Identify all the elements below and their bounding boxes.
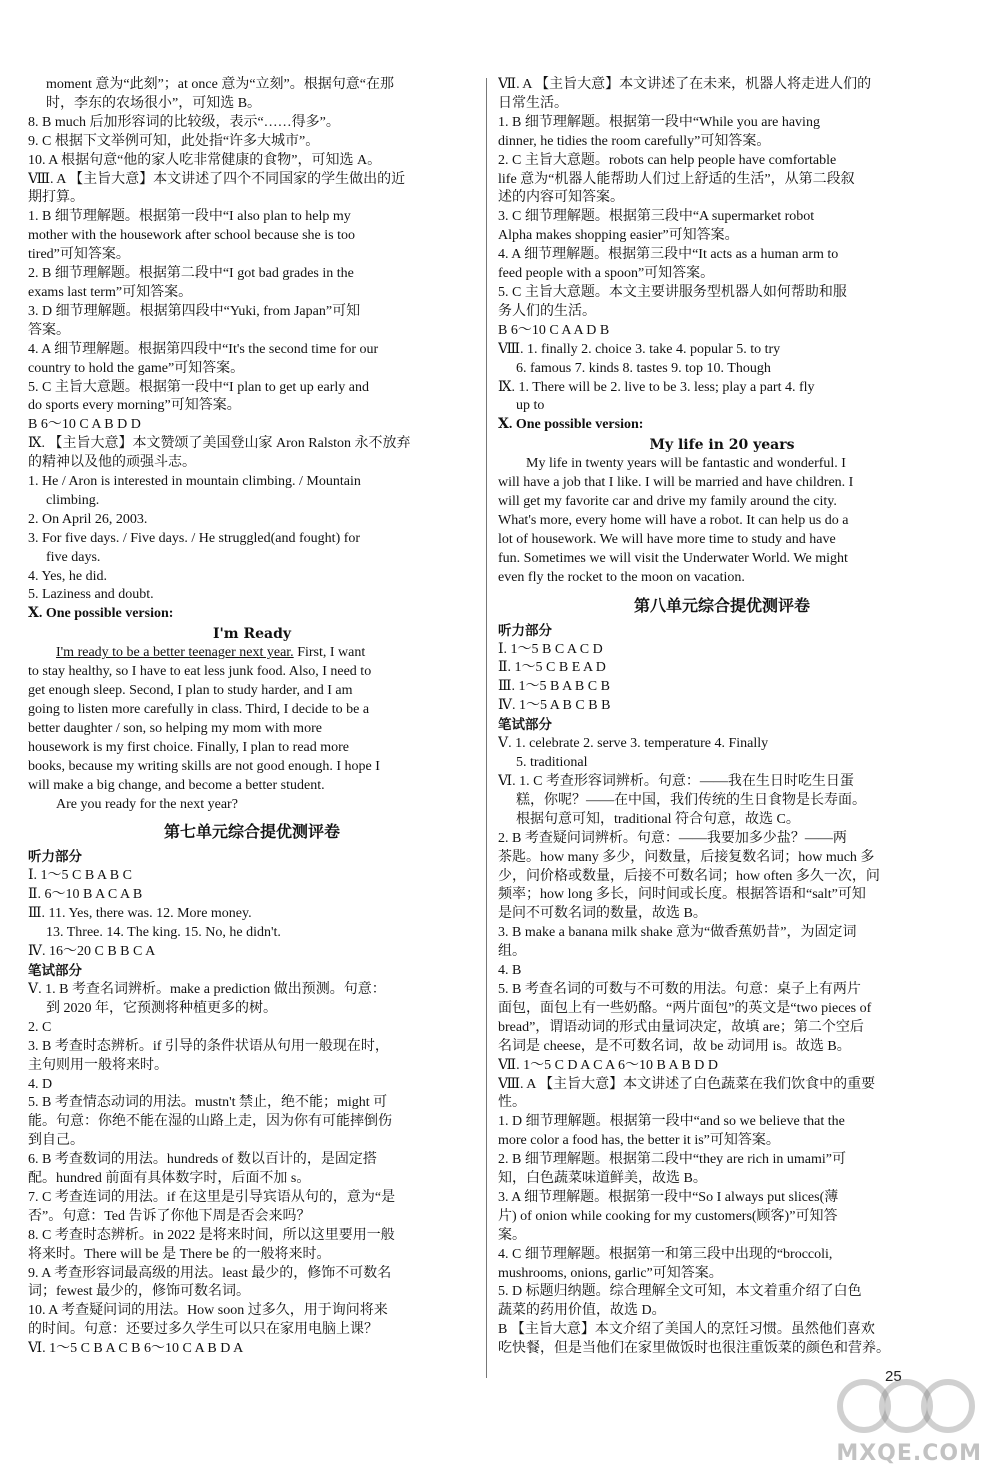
left-answer-line: moment 意为“此刻”；at once 意为“立刻”。根据句意“在那 (46, 77, 394, 92)
unit7-written-line: 能。句意：你绝不能在湿的山路上走，因为你有可能摔倒伤 (28, 1114, 392, 1130)
unit8-written-line: 茶匙。how many 多少，问数量，后接复数名词；how much 多 (498, 849, 875, 865)
unit8-written-line: 蔬菜的药用价值，故选 D。 (498, 1303, 666, 1319)
left-answer-line: 3. D 细节理解题。根据第四段中“Yuki, from Japan”可知 (28, 303, 361, 319)
unit8-written-line: 4. C 细节理解题。根据第一和第三段中出现的“broccoli, (498, 1246, 833, 1262)
right-answer-line: dinner, he tidies the room carefully”可知答案。 (498, 133, 771, 149)
unit8-listening-line: Ⅰ. 1～5 B C A C D (498, 641, 603, 657)
left-answer-line: 1. He / Aron is interested in mountain climbing. / Mountain (28, 474, 361, 490)
unit8-written-line: Ⅴ. 1. celebrate 2. serve 3. temperature 4. Finally (498, 736, 769, 752)
left-answer-line: Ⅷ. A 【主旨大意】本文讲述了四个不同国家的学生做出的近 (28, 171, 406, 187)
essay1-line: will make a big change, and become a better student. (28, 777, 325, 793)
unit7-written-line: 配。hundred 前面有具体数字时，后面不加 s。 (28, 1171, 311, 1187)
unit8-listening-label: 听力部分 (498, 622, 552, 639)
unit8-written-line: 是问不可数名词的数量，故选 B。 (498, 906, 707, 922)
unit8-listening-line: Ⅳ. 1～5 A B C B B (498, 698, 611, 714)
essay2-line: even fly the rocket to the moon on vacation. (498, 569, 745, 585)
right-answer-line: up to (516, 398, 545, 414)
unit8-written-line: 糕，你呢？——在中国，我们传统的生日食物是长寿面。 (516, 792, 866, 808)
left-answer-line: 2. On April 26, 2003. (28, 511, 148, 527)
unit7-written-line: 6. B 考查数词的用法。hundreds of 数以百计的，是固定搭 (28, 1152, 377, 1168)
unit8-written-line: 组。 (498, 944, 526, 960)
right-answer-lines (498, 76, 946, 435)
right-answer-line: 3. C 细节理解题。根据第三段中“A supermarket robot (498, 209, 815, 225)
unit7-written-answers (28, 981, 476, 1359)
essay-topic-sentence: I'm ready to be a better teenager next year. (56, 645, 294, 661)
right-answer-line: 2. C 主旨大意题。robots can help people have comfortable (498, 152, 837, 168)
unit8-written-line: more color a food has, the better it is”可知答案。 (498, 1133, 780, 1149)
unit7-written-line: 5. B 考查情态动词的用法。mustn't 禁止，绝不能；might 可 (28, 1095, 388, 1111)
essay-title-my-life: My life in 20 years (649, 437, 795, 454)
unit8-written-line: 3. A 细节理解题。根据第一段中“So I always put slices(薄 (498, 1189, 839, 1205)
unit8-written-answers (498, 735, 946, 1359)
unit7-written-line: 2. C (28, 1019, 52, 1035)
unit7-written-line: 8. C 考查时态辨析。in 2022 是将来时间，所以这里要用一般 (28, 1227, 395, 1243)
left-answer-line: 2. B 细节理解题。根据第二段中“I got bad grades in the (28, 266, 354, 282)
left-answer-line: country to hold the game”可知答案。 (28, 360, 245, 376)
unit8-written-line: 片) of onion while cooking for my customers(顾客)”可知答 (498, 1208, 838, 1224)
unit7-listening-line: Ⅳ. 16～20 C B B C A (28, 944, 156, 960)
unit8-written-line: 2. B 考查疑问词辨析。句意：——我要加多少盐？——两 (498, 830, 847, 846)
unit8-written-line: 案。 (498, 1227, 526, 1243)
unit7-written-line: Ⅵ. 1～5 C B A C B 6～10 C A B D A (28, 1341, 244, 1357)
right-answer-line: Ⅸ. 1. There will be 2. live to be 3. less; play a part 4. fly (498, 379, 815, 395)
right-answer-line: 5. C 主旨大意题。本文主要讲服务型机器人如何帮助和服 (498, 284, 847, 300)
left-answer-line: 答案。 (28, 322, 70, 338)
unit8-written-label: 笔试部分 (498, 717, 552, 734)
left-column (28, 76, 476, 1359)
essay2-line: My life in twenty years will be fantastic and wonderful. I (526, 456, 846, 472)
right-answer-line: 6. famous 7. kinds 8. tastes 9. top 10. Though (516, 360, 771, 376)
unit8-written-line: 2. B 细节理解题。根据第二段中“they are rich in umami”可 (498, 1152, 846, 1168)
essay2-line: What's more, every home will have a robot. It can help us do a (498, 512, 849, 528)
left-answer-line: Ⅹ. One possible version: (28, 606, 174, 622)
essay-title-im-ready: I'm Ready (212, 626, 292, 643)
left-answer-line: 4. A 细节理解题。根据第四段中“It's the second time for our (28, 341, 379, 357)
unit8-written-line: 吃快餐，但是当他们在家里做饭时也很注重饭菜的颜色和营养。 (498, 1341, 890, 1357)
essay1-line: books, because my writing skills are not good enough. I hope I (28, 758, 380, 774)
column-divider (486, 78, 487, 1378)
left-answer-line: 9. C 根据下文举例可知，此处指“许多大城市”。 (28, 133, 320, 149)
unit7-written-line: 主句则用一般将来时。 (28, 1057, 168, 1073)
left-answer-line: five days. (46, 549, 101, 565)
unit8-written-line: 少，问价格或数量，后接不可数名词；how often 多久一次，问 (498, 868, 880, 884)
left-answer-line: exams last term”可知答案。 (28, 284, 193, 300)
right-answer-line: 务人们的生活。 (498, 303, 596, 319)
unit8-written-line: bread”，谓语动词的形式由量词决定，故填 are；第二个空后 (498, 1019, 864, 1035)
unit7-written-line: 10. A 考查疑问词的用法。How soon 过多久，用于询问将来 (28, 1303, 388, 1319)
unit7-written-line: Ⅴ. 1. B 考查名词辨析。make a prediction 做出预测。句意： (28, 981, 386, 997)
unit7-listening-line: 13. Three. 14. The king. 15. No, he didn't. (46, 925, 281, 941)
watermark-text: MXQE.COM (836, 1441, 982, 1466)
unit8-written-line: 面包，面包上有一些奶酪。“两片面包”的英文是“two pieces of (498, 1000, 872, 1016)
unit8-written-line: 4. B (498, 963, 522, 979)
unit7-listening-line: Ⅲ. 11. Yes, there was. 12. More money. (28, 906, 252, 922)
unit8-written-line: 5. D 标题归纳题。综合理解全文可知，本文着重介绍了白色 (498, 1284, 862, 1300)
unit8-written-line: 根据句意可知，traditional 符合句意，故选 C。 (516, 811, 800, 827)
unit8-written-line: 名词是 cheese，是不可数名词，故 be 动词用 is。故选 B。 (498, 1038, 851, 1054)
essay2-line: will have a job that I like. I will be married and have children. I (498, 475, 854, 491)
unit8-written-line: Ⅵ. 1. C 考查形容词辨析。句意：——我在生日时吃生日蛋 (498, 774, 854, 789)
unit8-written-line: 3. B make a banana milk shake 意为“做香蕉奶昔”，为固定词 (498, 925, 857, 941)
unit7-written-line: 7. C 考查连词的用法。if 在这里是引导宾语从句的，意为“是 (28, 1189, 396, 1205)
right-answer-line: 1. B 细节理解题。根据第一段中“While you are having (498, 114, 820, 130)
left-answer-line: 4. Yes, he did. (28, 568, 107, 584)
unit7-written-line: 4. D (28, 1076, 53, 1092)
left-answer-line: 期打算。 (28, 190, 84, 206)
unit8-written-line: 频率；how long 多长，问时间或长度。根据答语和“salt”可知 (498, 887, 866, 903)
unit7-written-line: 词；fewest 最少的，修饰可数名词。 (28, 1284, 251, 1300)
left-answer-line: 5. C 主旨大意题。根据第一段中“I plan to get up early and (28, 379, 370, 395)
essay1-line: Are you ready for the next year? (56, 796, 238, 812)
unit8-listening-line: Ⅱ. 1～5 C B E A D (498, 660, 606, 676)
essay-first-line (28, 644, 476, 663)
essay2-line: lot of housework. We will have more time to study and have (498, 531, 836, 547)
left-answer-line: Ⅸ. 【主旨大意】本文赞颂了美国登山家 Aron Ralston 永不放弃 (28, 436, 411, 452)
unit8-written-line: Ⅶ. 1～5 C D A C A 6～10 B A B D D (498, 1057, 718, 1073)
right-answer-line: 4. A 细节理解题。根据第三段中“It acts as a human arm to (498, 247, 839, 263)
right-answer-line: Ⅶ. A 【主旨大意】本文讲述了在未来，机器人将走进人们的 (498, 77, 872, 92)
right-answer-line: feed people with a spoon”可知答案。 (498, 266, 715, 282)
left-answer-line: tired”可知答案。 (28, 247, 130, 263)
left-answer-line: 5. Laziness and doubt. (28, 587, 154, 603)
unit7-heading: 第七单元综合提优测评卷 (163, 822, 340, 842)
unit8-listening-line: Ⅲ. 1～5 B A B C B (498, 679, 610, 695)
essay2-line: fun. Sometimes we will visit the Underwater World. We might (498, 550, 848, 566)
right-answer-line: Ⅹ. One possible version: (498, 417, 644, 433)
essay2-line: will get my favorite car and drive my family around the city. (498, 494, 837, 510)
unit8-heading: 第八单元综合提优测评卷 (633, 595, 810, 615)
unit8-written-line: 5. traditional (516, 755, 588, 771)
left-answer-line: 3. For five days. / Five days. / He struggled(and fought) for (28, 530, 361, 546)
unit8-written-line: 知，白色蔬菜味道鲜美，故选 B。 (498, 1171, 707, 1187)
right-answer-line: B 6～10 C A A D B (498, 322, 610, 338)
right-answer-line: 日常生活。 (498, 95, 568, 111)
page-number: 25 (885, 1368, 902, 1385)
unit8-listening-answers (498, 641, 946, 717)
essay-body-im-ready (28, 663, 476, 814)
unit8-written-line: 1. D 细节理解题。根据第一段中“and so we believe that the (498, 1114, 845, 1130)
essay-body-my-life (498, 455, 946, 587)
essay1-line: to stay healthy, so I have to eat less junk food. Also, I need to (28, 664, 372, 680)
unit7-listening-answers (28, 867, 476, 962)
unit8-written-line: 性。 (498, 1095, 526, 1111)
left-answer-line: climbing. (46, 492, 100, 508)
left-answer-line: 8. B much 后加形容词的比较级，表示“……得多”。 (28, 114, 340, 130)
unit7-written-label: 笔试部分 (28, 962, 82, 979)
right-answer-line: life 意为“机器人能帮助人们过上舒适的生活”，从第二段叙 (498, 171, 855, 187)
right-column (498, 76, 946, 1359)
right-answer-line: Ⅷ. 1. finally 2. choice 3. take 4. popular 5. to try (498, 341, 781, 357)
left-answer-line: do sports every morning”可知答案。 (28, 398, 241, 414)
unit8-written-line: B 【主旨大意】本文介绍了美国人的烹饪习惯。虽然他们喜欢 (498, 1322, 875, 1338)
unit7-listening-label: 听力部分 (28, 849, 82, 866)
right-answer-line: 述的内容可知答案。 (498, 190, 624, 206)
essay1-line: housework is my first choice. Finally, I plan to read more (28, 739, 350, 755)
unit7-written-line: 将来时。There will be 是 There be 的一般将来时。 (28, 1246, 331, 1262)
left-answer-line: 1. B 细节理解题。根据第一段中“I also plan to help my (28, 209, 351, 225)
essay-first-line-rest: First, I want (293, 645, 366, 661)
essay1-line: better daughter / son, so helping my mom with more (28, 720, 322, 736)
unit8-written-line: 5. B 考查名词的可数与不可数的用法。句意：桌子上有两片 (498, 981, 861, 997)
unit8-written-line: mushrooms, onions, garlic”可知答案。 (498, 1265, 723, 1281)
left-answer-line: 时，李东的农场很小”，可知选 B。 (46, 95, 262, 111)
unit7-written-line: 3. B 考查时态辨析。if 引导的条件状语从句用一般现在时， (28, 1038, 389, 1054)
left-answer-line: B 6～10 C A B D D (28, 417, 141, 433)
essay1-line: get enough sleep. Second, I plan to study harder, and I am (28, 683, 353, 699)
unit7-written-line: 到 2020 年，它预测将种植更多的树。 (46, 1000, 277, 1016)
left-answer-line: 10. A 根据句意“他的家人吃非常健康的食物”，可知选 A。 (28, 152, 382, 168)
unit7-listening-line: Ⅰ. 1～5 C B A B C (28, 868, 132, 884)
left-answer-lines (28, 76, 476, 624)
unit7-written-line: 到自己。 (28, 1133, 84, 1149)
unit7-written-line: 否”。句意：Ted 告诉了你他下周是否会来吗？ (28, 1208, 311, 1224)
left-answer-line: mother with the housework after school because she is too (28, 228, 355, 244)
unit8-written-line: Ⅷ. A 【主旨大意】本文讲述了白色蔬菜在我们饮食中的重要 (498, 1076, 876, 1092)
right-answer-line: Alpha makes shopping easier”可知答案。 (498, 228, 739, 244)
unit7-written-line: 的时间。句意：还要过多久学生可以只在家用电脑上课？ (28, 1322, 378, 1338)
left-answer-line: 的精神以及他的顽强斗志。 (28, 455, 196, 471)
unit7-listening-line: Ⅱ. 6～10 B A C A B (28, 887, 143, 903)
unit7-written-line: 9. A 考查形容词最高级的用法。least 最少的，修饰不可数名 (28, 1265, 392, 1281)
essay1-line: going to listen more carefully in class. Third, I decide to be a (28, 702, 370, 717)
